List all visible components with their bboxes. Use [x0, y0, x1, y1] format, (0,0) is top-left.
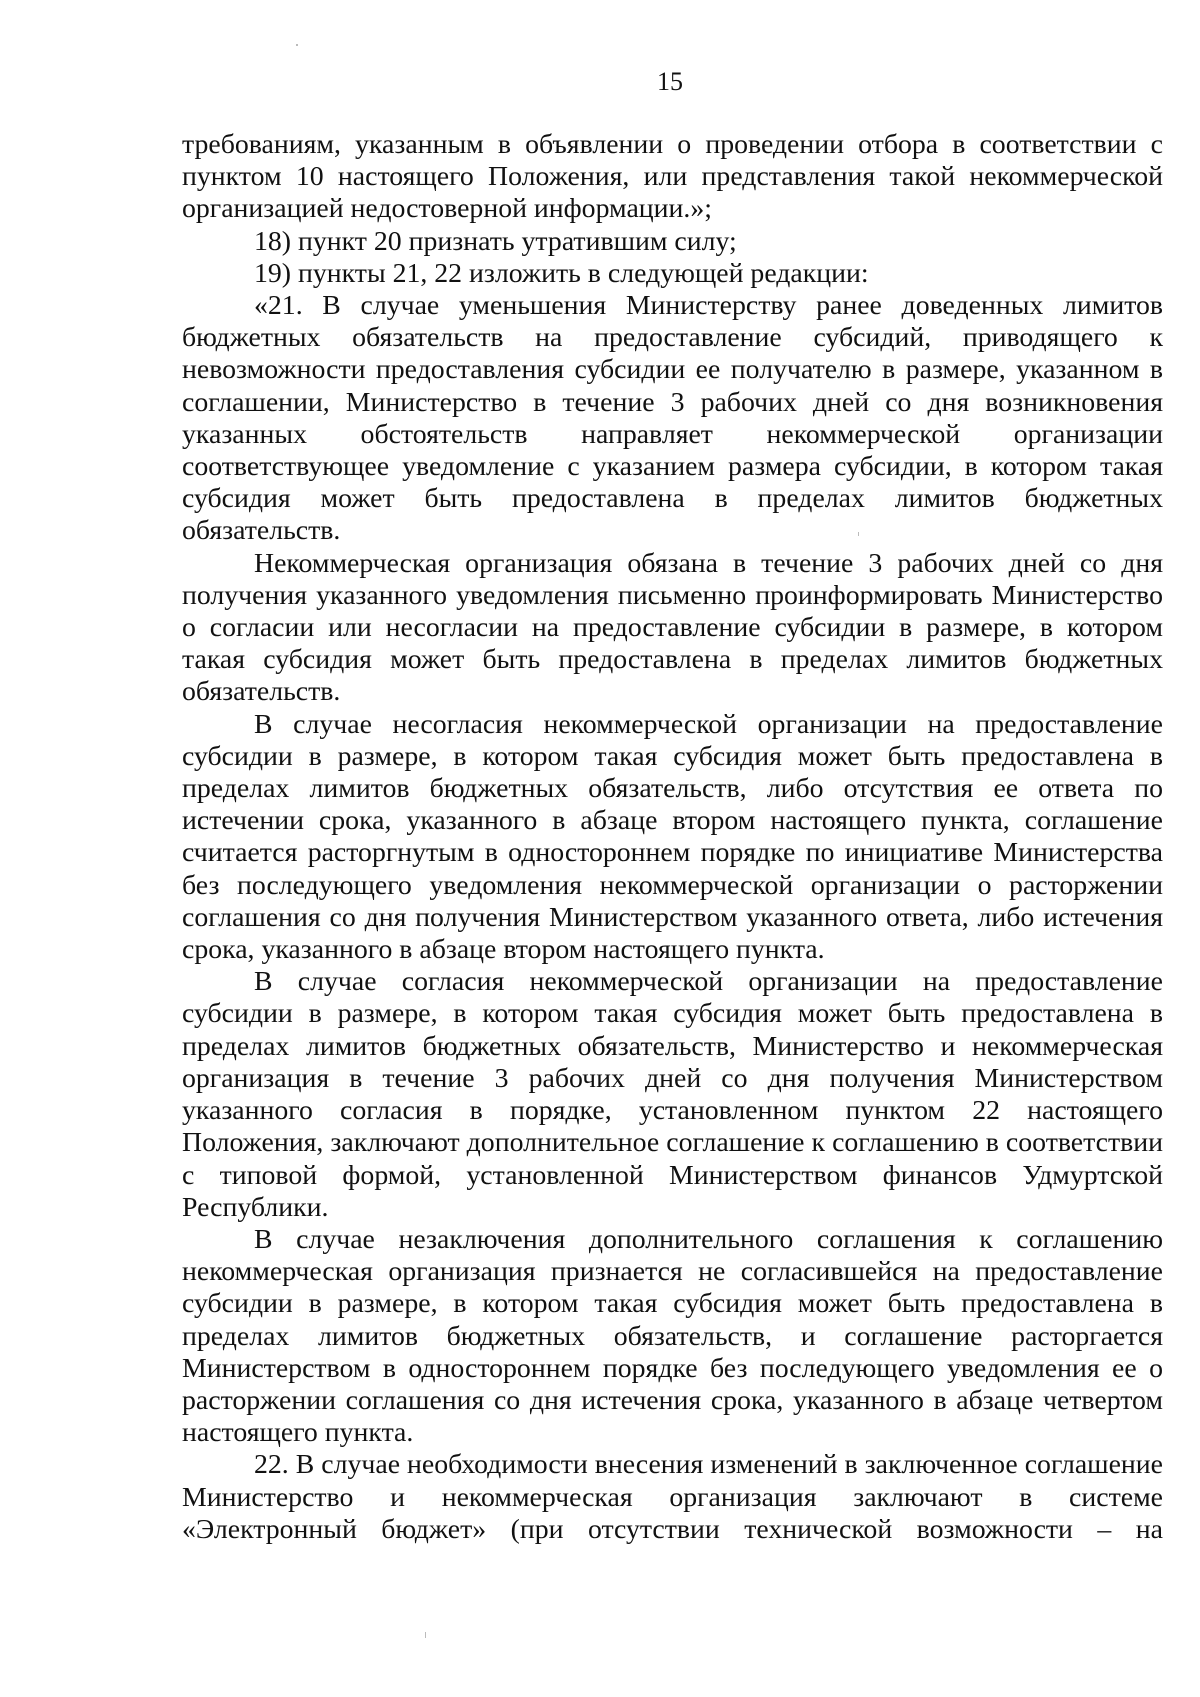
document-body [182, 129, 1163, 1546]
paragraph-clause-21-abz-3: В случае несогласия некоммерческой организации на предоставление субсидии в размере, в котором такая субсидия может быть предоставлена в пределах лимитов бюджетных обязательств, либо отсутствия ее ответа по истечении срока, указанного в абзаце втором настоящего пункта, соглашение считается расторгнутым в одностороннем порядке по инициативе Министерства без последующего уведомления некоммерческой организации о расторжении соглашения со дня получения Министерством указанного ответа, либо истечения срока, указанного в абзаце втором настоящего пункта. [182, 708, 1163, 966]
paragraph-clause-21-abz-2: Некоммерческая организация обязана в течение 3 рабочих дней со дня получения указанного уведомления письменно проинформировать Министерство о согласии или несогласии на предоставление субсидии в размере, в котором такая субсидия может быть предоставлена в пределах лимитов бюджетных обязательств. [182, 547, 1163, 708]
scan-speck [296, 44, 298, 46]
paragraph-clause-21-abz-5: В случае незаключения дополнительного соглашения к соглашению некоммерческая организация признается не согласившейся на предоставление субсидии в размере, в котором такая субсидия может быть предоставлена в пределах лимитов бюджетных обязательств, и соглашение расторгается Министерством в одностороннем порядке без последующего уведомления ее о расторжении соглашения со дня истечения срока, указанного в абзаце четвертом настоящего пункта. [182, 1223, 1163, 1449]
paragraph-item-18: 18) пункт 20 признать утратившим силу; [254, 225, 737, 257]
paragraph-clause-21: «21. В случае уменьшения Министерству ранее доведенных лимитов бюджетных обязательств на предоставление субсидий, приводящего к невозможности предоставления субсидии ее получателю в размере, указанном в соглашении, Министерство в течение 3 рабочих дней со дня возникновения указанных обстоятельств направляет некоммерческой организации соответствующее уведомление с указанием размера субсидии, в котором такая субсидия может быть предоставлена в пределах лимитов бюджетных обязательств. [182, 290, 1163, 547]
page-number: 15 [657, 67, 683, 96]
scan-speck [425, 1632, 426, 1638]
paragraph-clause-22: 22. В случае необходимости внесения изменений в заключенное соглашение Министерство и некоммерческая организация заключают в системе «Электронный бюджет» (при отсутствии технической возможности – на [182, 1449, 1163, 1545]
paragraph-clause-21-abz-4: В случае согласия некоммерческой организации на предоставление субсидии в размере, в котором такая субсидия может быть предоставлена в пределах лимитов бюджетных обязательств, Министерство и некоммерческая организация в течение 3 рабочих дней со дня получения Министерством указанного согласия в порядке, установленном пунктом 22 настоящего Положения, заключают дополнительное соглашение к соглашению в соответствии с типовой формой, установленной Министерством финансов Удмуртской Республики. [182, 966, 1163, 1223]
paragraph-item-19: 19) пункты 21, 22 изложить в следующей редакции: [254, 257, 869, 289]
paragraph-continuation: требованиям, указанным в объявлении о проведении отбора в соответствии с пунктом 10 настоящего Положения, или представления такой некоммерческой организацией недостоверной информации.»; [182, 129, 1163, 225]
